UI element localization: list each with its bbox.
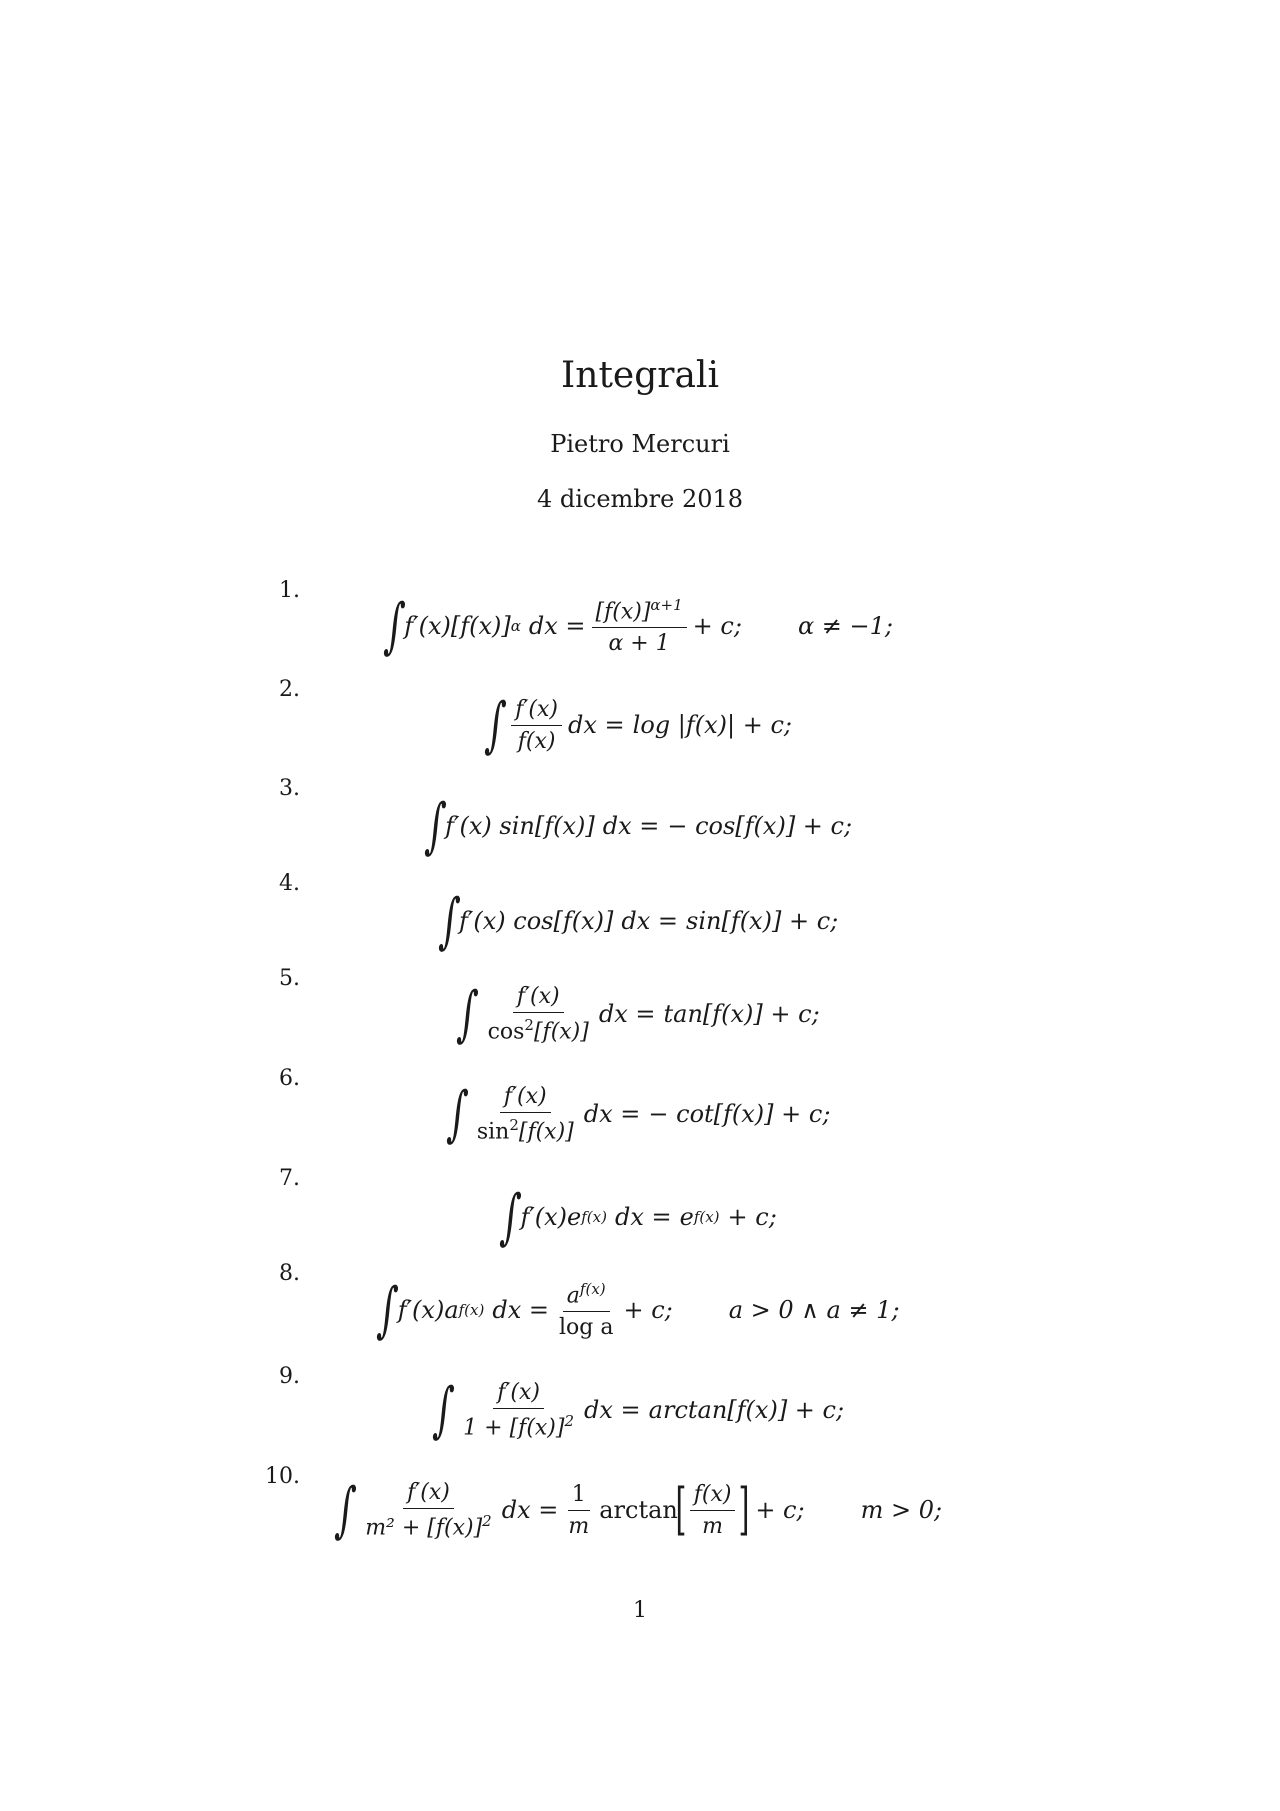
integral-sign: ∫: [333, 1475, 358, 1546]
formula-number: 5.: [279, 966, 300, 991]
formula-number: 6.: [279, 1066, 300, 1091]
document-author: Pietro Mercuri: [550, 430, 730, 458]
formula-number: 9.: [279, 1364, 300, 1389]
integral-sign: ∫: [375, 1275, 401, 1346]
formula-number: 1.: [279, 578, 300, 603]
formula-number: 4.: [279, 871, 300, 896]
fraction: $\frac{[f(x)]^{\alpha+1}}{\alpha + 1}$: [592, 596, 687, 656]
formula-number: 2.: [279, 677, 300, 702]
formula-condition: α ≠ −1;: [797, 612, 893, 641]
integral-sign: ∫: [423, 791, 448, 861]
formula-9: ∫ $\frac{f'(x)}{1 + [f(x)]^2}$ dx = arctan[f(x)] + c;: [431, 1375, 845, 1446]
fraction: $\frac{f'(x)}{\cos^2[f(x)]}$: [487, 984, 589, 1045]
fraction: $\frac{f'(x)}{m^2 + [f(x)]^2}$: [365, 1480, 492, 1541]
formula-1: ∫ f′(x)[f(x)] α dx = $\frac{[f(x)]^{\alpha+1}}{\alpha + 1}$ + c; α ≠ −1;: [382, 591, 893, 662]
integral-sign: ∫: [444, 1079, 470, 1150]
fraction: $\frac{f'(x)}{f(x)}$: [511, 697, 562, 754]
formula-condition: a > 0 ∧ a ≠ 1;: [728, 1296, 900, 1325]
fraction: $\frac{a^{f(x)}}{\text{log a}}$: [558, 1280, 614, 1341]
integral-sign: ∫: [498, 1182, 524, 1252]
formula-number: 3.: [279, 776, 300, 801]
integral-sign: ∫: [455, 979, 481, 1050]
fraction: $\frac{1}{m}$: [568, 1481, 590, 1539]
formula-6: ∫ $\frac{f'(x)}{\sin^2[f(x)]}$ dx = − cot[f(x)] + c;: [444, 1079, 831, 1150]
integral-sign: ∫: [483, 690, 508, 760]
fraction: $\frac{f(x)}{m}$: [690, 1482, 736, 1539]
formula-condition: m > 0;: [860, 1496, 943, 1525]
document-date: 4 dicembre 2018: [536, 485, 744, 513]
formula-2: ∫ $\frac{f'(x)}{f(x)}$ dx = log |f(x)| + c;: [483, 690, 792, 760]
fraction: $\frac{f'(x)}{1 + [f(x)]^2}$: [463, 1380, 575, 1441]
formula-10: ∫ $\frac{f'(x)}{m^2 + [f(x)]^2}$ dx = $\frac{1}{m}$ arctan [ $\frac{f(x)}{m}$ ] + c; m > 0;: [333, 1475, 943, 1546]
formula-number: 10.: [265, 1464, 300, 1489]
page-number: 1: [633, 1598, 647, 1623]
formula-5: ∫ $\frac{f'(x)}{\cos^2[f(x)]}$ dx = tan[f(x)] + c;: [455, 979, 820, 1050]
formula-number: 7.: [279, 1166, 300, 1191]
document-title: Integrali: [561, 355, 719, 396]
integral-sign: ∫: [382, 591, 407, 662]
formula-3: ∫ f′(x) sin[f(x)] dx = − cos[f(x)] + c;: [423, 791, 853, 861]
formula-number: 8.: [279, 1261, 300, 1286]
formula-4: ∫ f′(x) cos[f(x)] dx = sin[f(x)] + c;: [437, 886, 839, 956]
integral-sign: ∫: [437, 886, 462, 956]
integral-sign: ∫: [431, 1375, 456, 1446]
fraction: $\frac{f'(x)}{\sin^2[f(x)]}$: [476, 1084, 574, 1145]
formula-8: ∫ f′(x)a f(x) dx = $\frac{a^{f(x)}}{\text{log a}}$ + c; a > 0 ∧ a ≠ 1;: [375, 1275, 900, 1346]
formula-7: ∫ f′(x)e f(x) dx = e f(x) + c;: [498, 1182, 777, 1252]
